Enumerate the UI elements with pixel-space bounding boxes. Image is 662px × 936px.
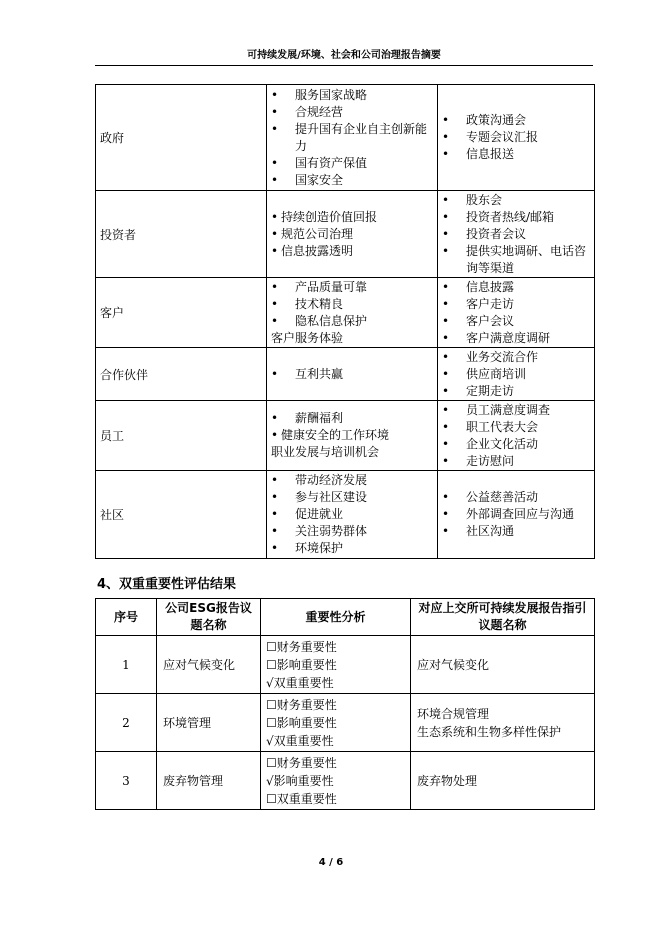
list-item: 关注弱势群体 <box>295 524 368 538</box>
communication-cell <box>438 348 595 401</box>
concerns-cell <box>267 471 438 559</box>
list-item: 参与社区建设 <box>295 490 368 504</box>
table-row <box>96 348 595 401</box>
bullet-icon: • <box>442 192 450 207</box>
concerns-cell <box>267 348 438 401</box>
bullet-icon: • <box>442 524 450 538</box>
stakeholder-name: 社区 <box>96 471 267 559</box>
list-item: 国家安全 <box>295 172 344 187</box>
concerns-cell <box>267 191 438 278</box>
bullet-icon: • <box>271 296 279 311</box>
list-item: 提供实地调研、电话咨询等渠道 <box>466 243 587 275</box>
concerns-cell <box>267 85 438 191</box>
table-row <box>96 694 595 752</box>
bullet-icon: • <box>442 507 450 521</box>
list-item: 客户服务体验 <box>271 330 344 345</box>
column-header: 公司ESG报告议题名称 <box>157 599 261 636</box>
communication-cell <box>438 191 595 278</box>
list-item: 走访慰问 <box>466 453 515 468</box>
check-item: ☐财务重要性 <box>266 697 337 712</box>
list-item: 国有资产保值 <box>295 155 368 170</box>
check-item: √双重重要性 <box>266 675 334 690</box>
bullet-icon: • <box>442 490 450 504</box>
list-item: 产品质量可靠 <box>295 279 368 294</box>
materiality-checks <box>261 694 411 752</box>
list-item: 信息报送 <box>466 147 515 161</box>
check-item: √影响重要性 <box>266 773 334 788</box>
bullet-icon: • <box>271 209 279 224</box>
list-item: 健康安全的工作环境 <box>281 428 390 442</box>
column-header: 序号 <box>96 599 157 636</box>
bullet-icon: • <box>442 313 450 328</box>
sse-topic-item: 生态系统和生物多样性保护 <box>417 724 562 739</box>
table-row <box>96 401 595 471</box>
bullet-icon: • <box>442 279 450 294</box>
concerns-cell <box>267 401 438 471</box>
bullet-icon: • <box>442 113 450 127</box>
check-item: ☐财务重要性 <box>266 755 337 770</box>
list-item: 投资者热线/邮箱 <box>466 209 555 224</box>
list-item: 信息披露 <box>466 279 515 294</box>
list-item: 服务国家战略 <box>295 87 368 102</box>
bullet-icon: • <box>271 366 279 381</box>
bullet-icon: • <box>271 104 279 119</box>
bullet-icon: • <box>271 428 279 442</box>
list-item: 外部调查回应与沟通 <box>466 507 575 521</box>
check-item: ☐财务重要性 <box>266 639 337 654</box>
materiality-checks <box>261 752 411 810</box>
bullet-icon: • <box>271 243 279 258</box>
bullet-icon: • <box>442 349 450 364</box>
bullet-icon: • <box>442 419 450 434</box>
page-header: 可持续发展/环境、社会和公司治理报告摘要 <box>95 46 593 66</box>
bullet-icon: • <box>271 279 279 294</box>
bullet-icon: • <box>442 330 450 345</box>
table-row <box>96 278 595 348</box>
bullet-icon: • <box>271 541 279 555</box>
list-item: 供应商培训 <box>466 366 527 381</box>
list-item: 规范公司治理 <box>281 226 354 241</box>
list-item: 股东会 <box>466 192 503 207</box>
list-item: 定期走访 <box>466 383 515 398</box>
stakeholder-name: 政府 <box>96 85 267 191</box>
bullet-icon: • <box>271 87 279 102</box>
communication-cell <box>438 85 595 191</box>
bullet-icon: • <box>442 402 450 417</box>
table-row <box>96 752 595 810</box>
materiality-checks <box>261 636 411 694</box>
list-item: 提升国有企业自主创新能力 <box>295 121 428 153</box>
bullet-icon: • <box>442 209 450 224</box>
sse-topic-item: 环境合规管理 <box>417 706 490 721</box>
list-item: 业务交流合作 <box>466 349 539 364</box>
topic-name: 环境管理 <box>157 694 261 752</box>
check-item: ☐影响重要性 <box>266 715 337 730</box>
list-item: 持续创造价值回报 <box>281 209 378 224</box>
sse-topic <box>411 752 595 810</box>
topic-name: 废弃物管理 <box>157 752 261 810</box>
list-item: 公益慈善活动 <box>466 490 539 504</box>
bullet-icon: • <box>271 524 279 538</box>
table-header-row <box>96 599 595 636</box>
concerns-cell <box>267 278 438 348</box>
communication-cell <box>438 278 595 348</box>
list-item: 专题会议汇报 <box>466 130 539 144</box>
bullet-icon: • <box>271 121 279 136</box>
bullet-icon: • <box>442 130 450 144</box>
stakeholder-table <box>95 84 595 559</box>
list-item: 信息披露透明 <box>281 243 354 258</box>
bullet-icon: • <box>442 226 450 241</box>
table-row <box>96 471 595 559</box>
list-item: 职工代表大会 <box>466 419 539 434</box>
bullet-icon: • <box>442 243 450 258</box>
list-item: 环境保护 <box>295 541 344 555</box>
topic-name: 应对气候变化 <box>157 636 261 694</box>
column-header: 对应上交所可持续发展报告指引议题名称 <box>411 599 595 636</box>
bullet-icon: • <box>271 313 279 328</box>
sse-topic <box>411 636 595 694</box>
list-item: 合规经营 <box>295 104 344 119</box>
list-item: 促进就业 <box>295 507 344 521</box>
check-item: ☐影响重要性 <box>266 657 337 672</box>
check-item: √双重重要性 <box>266 733 334 748</box>
page-number: 4 / 6 <box>318 857 344 868</box>
list-item: 技术精良 <box>295 296 344 311</box>
list-item: 带动经济发展 <box>295 473 368 487</box>
list-item: 职业发展与培训机会 <box>271 445 380 459</box>
bullet-icon: • <box>442 296 450 311</box>
check-item: ☐双重重要性 <box>266 791 337 806</box>
list-item: 互利共赢 <box>295 366 344 381</box>
table-row <box>96 636 595 694</box>
list-item: 政策沟通会 <box>466 113 527 127</box>
table-row <box>96 85 595 191</box>
list-item: 客户满意度调研 <box>466 330 551 345</box>
bullet-icon: • <box>442 366 450 381</box>
stakeholder-name: 投资者 <box>96 191 267 278</box>
list-item: 隐私信息保护 <box>295 313 368 328</box>
list-item: 企业文化活动 <box>466 436 539 451</box>
list-item: 薪酬福利 <box>295 411 344 425</box>
list-item: 社区沟通 <box>466 524 515 538</box>
sse-topic <box>411 694 595 752</box>
bullet-icon: • <box>271 411 279 425</box>
bullet-icon: • <box>271 155 279 170</box>
list-item: 客户会议 <box>466 313 515 328</box>
list-item: 客户走访 <box>466 296 515 311</box>
bullet-icon: • <box>442 453 450 468</box>
bullet-icon: • <box>271 473 279 487</box>
row-number: 3 <box>96 752 157 810</box>
table-row <box>96 191 595 278</box>
list-item: 投资者会议 <box>466 226 527 241</box>
list-item: 员工满意度调查 <box>466 402 551 417</box>
column-header: 重要性分析 <box>261 599 411 636</box>
bullet-icon: • <box>271 507 279 521</box>
bullet-icon: • <box>442 436 450 451</box>
sse-topic-item: 应对气候变化 <box>417 657 490 672</box>
bullet-icon: • <box>271 490 279 504</box>
communication-cell <box>438 401 595 471</box>
bullet-icon: • <box>442 383 450 398</box>
section-heading: 4、双重重要性评估结果 <box>97 577 237 592</box>
bullet-icon: • <box>271 172 279 187</box>
stakeholder-name: 合作伙伴 <box>96 348 267 401</box>
communication-cell <box>438 471 595 559</box>
bullet-icon: • <box>442 147 450 161</box>
stakeholder-name: 客户 <box>96 278 267 348</box>
materiality-table <box>95 598 595 810</box>
row-number: 2 <box>96 694 157 752</box>
stakeholder-name: 员工 <box>96 401 267 471</box>
bullet-icon: • <box>271 226 279 241</box>
row-number: 1 <box>96 636 157 694</box>
sse-topic-item: 废弃物处理 <box>417 773 478 788</box>
